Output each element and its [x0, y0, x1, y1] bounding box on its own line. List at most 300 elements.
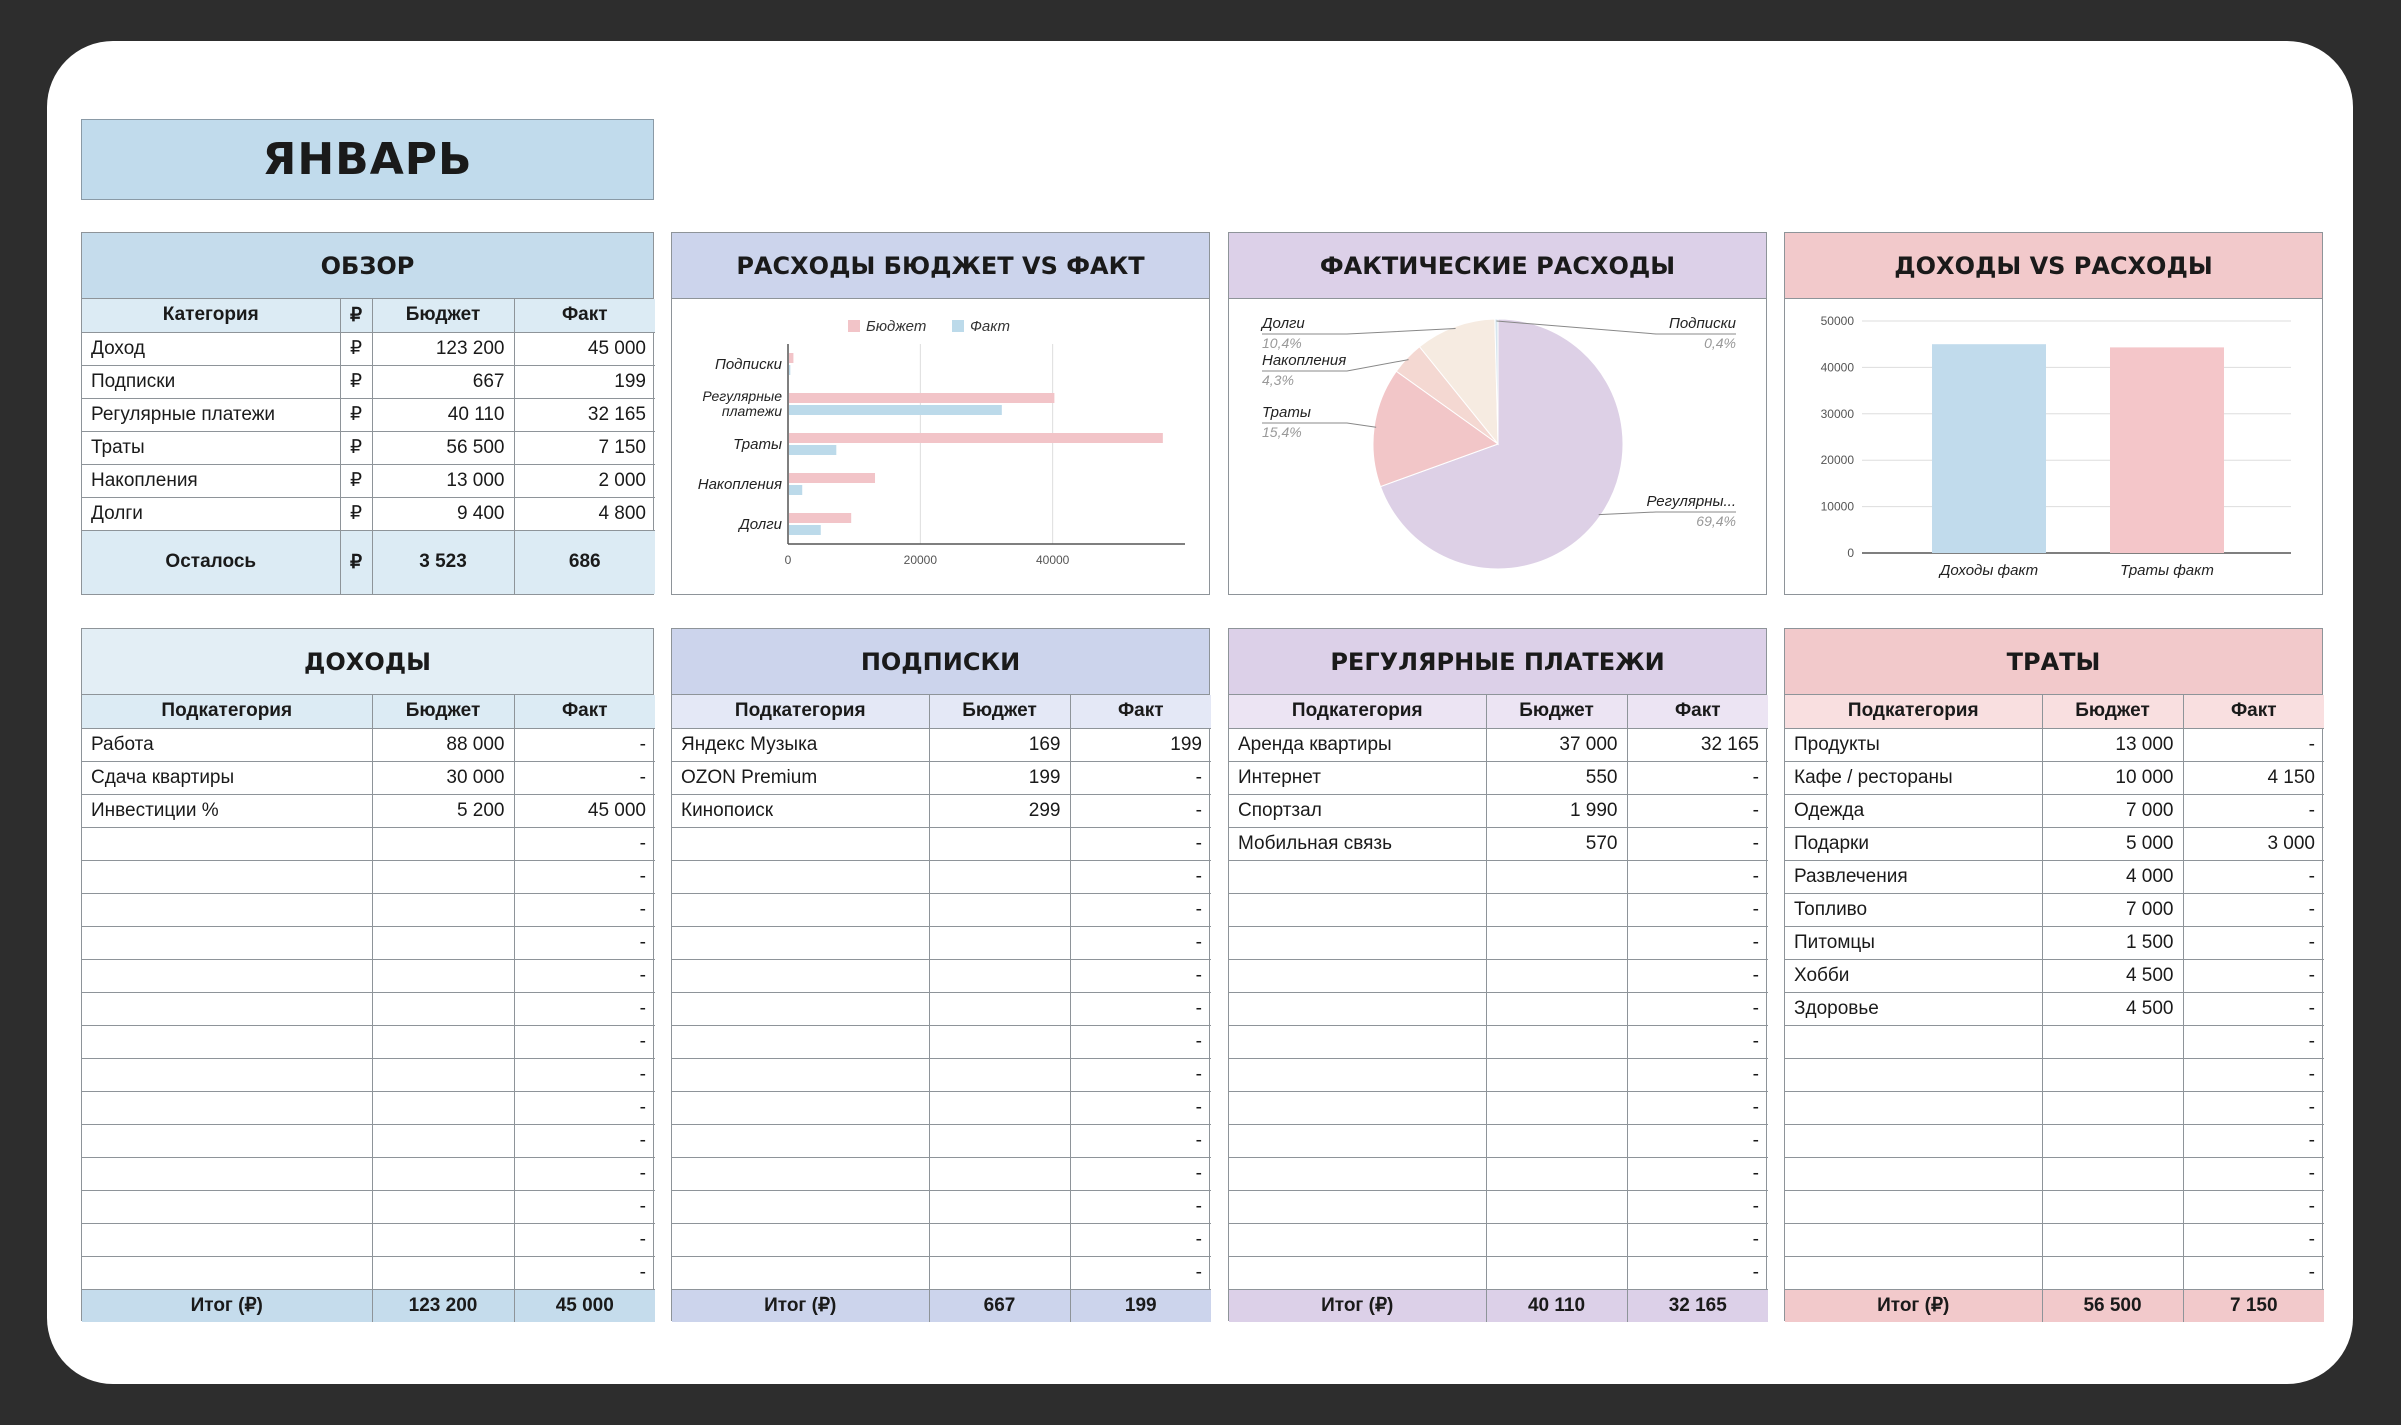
- budget-cell: [372, 1157, 514, 1190]
- subcategory-cell: [672, 827, 929, 860]
- table-row: [82, 959, 655, 992]
- budget-cell: [2042, 1256, 2183, 1289]
- remaining-budget: 3 523: [372, 530, 514, 594]
- fact-cell: -: [1627, 860, 1768, 893]
- y-tick-label: 10000: [1820, 499, 1854, 514]
- table-row: [1229, 761, 1768, 794]
- overview-title: ОБЗОР: [82, 233, 653, 299]
- fact-cell: -: [2183, 959, 2324, 992]
- subcategory-cell: [82, 893, 372, 926]
- budget-vs-fact-chart: [672, 299, 1209, 594]
- table-row: [672, 761, 1211, 794]
- subcategory-cell: [1229, 1256, 1486, 1289]
- subcategory-cell: [82, 1124, 372, 1157]
- subcategory-cell: [1785, 1124, 2042, 1157]
- fact-cell: -: [514, 926, 655, 959]
- col-fact: Факт: [514, 695, 655, 728]
- bar-fact: [789, 525, 821, 535]
- budget-cell: [372, 1190, 514, 1223]
- table-row: [82, 893, 655, 926]
- subcategory-cell: [1785, 1058, 2042, 1091]
- budget-cell: 667: [372, 365, 514, 398]
- subcategory-cell: Работа: [82, 728, 372, 761]
- actual-expenses-title: ФАКТИЧЕСКИЕ РАСХОДЫ: [1229, 233, 1766, 299]
- subcategory-cell: [672, 959, 929, 992]
- fact-cell: -: [2183, 1157, 2324, 1190]
- budget-vs-fact-title: РАСХОДЫ БЮДЖЕТ VS ФАКТ: [672, 233, 1209, 299]
- pie-slice-label: Долги: [1262, 315, 1305, 332]
- expenses-total-row: [1785, 1289, 2324, 1322]
- table-row: [82, 1025, 655, 1058]
- table-row: [1785, 992, 2324, 1025]
- subscriptions-title: ПОДПИСКИ: [672, 629, 1209, 695]
- table-row: [672, 926, 1211, 959]
- pie-slice-label: Подписки: [1668, 315, 1736, 332]
- budget-vs-fact-panel: [671, 232, 1210, 595]
- fact-cell: -: [1627, 1124, 1768, 1157]
- budget-cell: [929, 827, 1070, 860]
- fact-cell: 199: [514, 365, 655, 398]
- table-row: [82, 1058, 655, 1091]
- subscriptions-panel: [671, 628, 1210, 1321]
- subcategory-cell: [672, 1223, 929, 1256]
- table-row: [82, 860, 655, 893]
- fact-cell: -: [1070, 1124, 1211, 1157]
- fact-cell: -: [514, 1124, 655, 1157]
- bar-budget: [789, 433, 1163, 443]
- fact-cell: 4 800: [514, 497, 655, 530]
- subcategory-cell: [672, 1157, 929, 1190]
- budget-cell: [2042, 1223, 2183, 1256]
- subcategory-cell: [82, 1157, 372, 1190]
- subcategory-cell: [1229, 860, 1486, 893]
- total-budget: 56 500: [2042, 1289, 2183, 1322]
- subcategory-cell: [1785, 1025, 2042, 1058]
- budget-cell: 5 200: [372, 794, 514, 827]
- budget-cell: 37 000: [1486, 728, 1627, 761]
- col-budget: Бюджет: [1486, 695, 1627, 728]
- table-row: [1785, 1157, 2324, 1190]
- budget-cell: 40 110: [372, 398, 514, 431]
- col-category: Категория: [82, 299, 340, 332]
- fact-cell: 32 165: [1627, 728, 1768, 761]
- table-row: [1785, 1256, 2324, 1289]
- subcategory-cell: OZON Premium: [672, 761, 929, 794]
- total-fact: 32 165: [1627, 1289, 1768, 1322]
- subcategory-cell: [82, 1256, 372, 1289]
- total-budget: 40 110: [1486, 1289, 1627, 1322]
- table-row: [672, 1223, 1211, 1256]
- y-category-label: Накопления: [697, 476, 782, 493]
- fact-cell: -: [1070, 1157, 1211, 1190]
- budget-cell: 9 400: [372, 497, 514, 530]
- table-row: [672, 959, 1211, 992]
- budget-cell: 5 000: [2042, 827, 2183, 860]
- income-vs-expenses-panel: [1784, 232, 2323, 595]
- budget-cell: 1 500: [2042, 926, 2183, 959]
- col-fact: Факт: [1070, 695, 1211, 728]
- budget-cell: 4 500: [2042, 959, 2183, 992]
- fact-cell: -: [1070, 827, 1211, 860]
- budget-cell: 30 000: [372, 761, 514, 794]
- budget-cell: 550: [1486, 761, 1627, 794]
- income-table: [82, 695, 655, 1322]
- fact-cell: -: [1070, 1058, 1211, 1091]
- budget-cell: [1486, 893, 1627, 926]
- budget-cell: [372, 827, 514, 860]
- actual-expenses-chart: [1229, 299, 1766, 594]
- subcategory-cell: [82, 1223, 372, 1256]
- budget-cell: [372, 1223, 514, 1256]
- total-fact: 199: [1070, 1289, 1211, 1322]
- table-row: [672, 1124, 1211, 1157]
- budget-cell: [1486, 1157, 1627, 1190]
- col-budget: Бюджет: [2042, 695, 2183, 728]
- bar-fact: [789, 485, 802, 495]
- remaining-fact: 686: [514, 530, 655, 594]
- x-tick-label: 0: [784, 553, 792, 567]
- budget-cell: 1 990: [1486, 794, 1627, 827]
- budget-cell: 123 200: [372, 332, 514, 365]
- table-row: [672, 992, 1211, 1025]
- subcategory-cell: [1785, 1190, 2042, 1223]
- budget-cell: [372, 860, 514, 893]
- fact-cell: 45 000: [514, 794, 655, 827]
- total-label: Итог (₽): [1229, 1289, 1486, 1322]
- fact-cell: -: [514, 1091, 655, 1124]
- col-budget: Бюджет: [929, 695, 1070, 728]
- y-category-label: Траты: [733, 436, 782, 453]
- currency-cell: ₽: [340, 464, 372, 497]
- fact-cell: -: [514, 893, 655, 926]
- subcategory-cell: [1229, 893, 1486, 926]
- subcategory-cell: [672, 860, 929, 893]
- fact-cell: -: [2183, 860, 2324, 893]
- table-row: [82, 794, 655, 827]
- table-row: [82, 398, 655, 431]
- expenses-title: ТРАТЫ: [1785, 629, 2322, 695]
- fact-cell: -: [1070, 761, 1211, 794]
- subcategory-cell: [1229, 1058, 1486, 1091]
- budget-cell: [372, 1124, 514, 1157]
- table-row: [672, 1025, 1211, 1058]
- col-subcategory: Подкатегория: [82, 695, 372, 728]
- fact-cell: -: [2183, 1190, 2324, 1223]
- budget-cell: [929, 1256, 1070, 1289]
- col-fact: Факт: [2183, 695, 2324, 728]
- subcategory-cell: Топливо: [1785, 893, 2042, 926]
- bar-fact: [789, 445, 836, 455]
- currency-cell: ₽: [340, 431, 372, 464]
- subcategory-cell: Аренда квартиры: [1229, 728, 1486, 761]
- fact-cell: -: [2183, 926, 2324, 959]
- y-tick-label: 0: [1847, 546, 1854, 560]
- budget-cell: [372, 959, 514, 992]
- col-subcategory: Подкатегория: [1229, 695, 1486, 728]
- fact-cell: -: [1627, 827, 1768, 860]
- subcategory-cell: [1229, 1223, 1486, 1256]
- table-row: [1229, 728, 1768, 761]
- legend-swatch-budget: [848, 320, 860, 332]
- currency-cell: ₽: [340, 398, 372, 431]
- fact-cell: -: [2183, 794, 2324, 827]
- pie-slice-label: Накопления: [1262, 352, 1347, 369]
- fact-cell: -: [2183, 1058, 2324, 1091]
- table-row: [1229, 794, 1768, 827]
- subcategory-cell: [1785, 1223, 2042, 1256]
- subcategory-cell: [82, 992, 372, 1025]
- subcategory-cell: [1229, 1190, 1486, 1223]
- x-category-label: Траты факт: [2120, 562, 2214, 579]
- subcategory-cell: Интернет: [1229, 761, 1486, 794]
- budget-cell: 7 000: [2042, 893, 2183, 926]
- y-tick-label: 40000: [1820, 360, 1854, 375]
- budget-cell: [372, 926, 514, 959]
- fact-cell: -: [514, 761, 655, 794]
- budget-cell: 169: [929, 728, 1070, 761]
- fact-cell: -: [2183, 893, 2324, 926]
- budget-cell: [929, 1223, 1070, 1256]
- fact-cell: -: [1070, 1025, 1211, 1058]
- table-row: [82, 332, 655, 365]
- budget-cell: 7 000: [2042, 794, 2183, 827]
- pie-slice-percent: 10,4%: [1262, 335, 1302, 351]
- bar-fact: [789, 405, 1002, 415]
- pie-slice-percent: 4,3%: [1262, 372, 1294, 388]
- col-subcategory: Подкатегория: [672, 695, 929, 728]
- budget-cell: [372, 1256, 514, 1289]
- subcategory-cell: Кинопоиск: [672, 794, 929, 827]
- pie-slice-label: Траты: [1262, 404, 1311, 421]
- subcategory-cell: Кафе / рестораны: [1785, 761, 2042, 794]
- income-vs-expenses-title: ДОХОДЫ VS РАСХОДЫ: [1785, 233, 2322, 299]
- total-budget: 667: [929, 1289, 1070, 1322]
- subscriptions-table: [672, 695, 1211, 1322]
- table-row: [1785, 926, 2324, 959]
- expenses-table: [1785, 695, 2324, 1322]
- y-tick-label: 30000: [1820, 406, 1854, 421]
- fact-cell: -: [1070, 1256, 1211, 1289]
- bar-budget: [789, 353, 793, 363]
- fact-cell: -: [1070, 1223, 1211, 1256]
- fact-cell: -: [1070, 1190, 1211, 1223]
- overview-remaining-row: [82, 530, 655, 594]
- budget-cell: 10 000: [2042, 761, 2183, 794]
- fact-cell: -: [1627, 959, 1768, 992]
- remaining-label: Осталось: [82, 530, 340, 594]
- overview-table: [82, 299, 655, 594]
- budget-cell: 4 500: [2042, 992, 2183, 1025]
- fact-cell: -: [514, 1157, 655, 1190]
- table-row: [1229, 1157, 1768, 1190]
- table-row: [1229, 1025, 1768, 1058]
- subscriptions-header-row: [672, 695, 1211, 728]
- legend-label-budget: Бюджет: [866, 318, 927, 335]
- category-cell: Накопления: [82, 464, 340, 497]
- budget-cell: [929, 959, 1070, 992]
- category-cell: Регулярные платежи: [82, 398, 340, 431]
- table-row: [1785, 1124, 2324, 1157]
- fact-cell: -: [2183, 992, 2324, 1025]
- overview-panel: [81, 232, 654, 595]
- fact-cell: -: [1627, 1025, 1768, 1058]
- table-row: [1229, 1124, 1768, 1157]
- y-category-label: Подписки: [714, 356, 782, 373]
- bar-budget: [789, 513, 851, 523]
- currency-cell: ₽: [340, 365, 372, 398]
- fact-cell: 3 000: [2183, 827, 2324, 860]
- regular-payments-panel: [1228, 628, 1767, 1321]
- budget-cell: [1486, 992, 1627, 1025]
- subcategory-cell: [82, 827, 372, 860]
- fact-cell: -: [1627, 992, 1768, 1025]
- subcategory-cell: [1229, 1025, 1486, 1058]
- table-row: [82, 497, 655, 530]
- table-row: [1229, 926, 1768, 959]
- table-row: [672, 1058, 1211, 1091]
- fact-cell: -: [1627, 1091, 1768, 1124]
- fact-cell: -: [514, 1223, 655, 1256]
- fact-cell: -: [1627, 893, 1768, 926]
- total-budget: 123 200: [372, 1289, 514, 1322]
- fact-cell: -: [514, 1058, 655, 1091]
- income-total-row: [82, 1289, 655, 1322]
- fact-cell: -: [1070, 926, 1211, 959]
- fact-cell: -: [1627, 1256, 1768, 1289]
- budget-cell: [1486, 1025, 1627, 1058]
- bar: [1932, 344, 2046, 553]
- currency-cell: ₽: [340, 497, 372, 530]
- bar-fact: [789, 365, 790, 375]
- fact-cell: -: [514, 1025, 655, 1058]
- table-row: [82, 728, 655, 761]
- table-row: [672, 893, 1211, 926]
- budget-cell: [1486, 1256, 1627, 1289]
- table-row: [82, 761, 655, 794]
- y-category-label: Регулярные: [702, 388, 782, 404]
- subcategory-cell: [82, 1190, 372, 1223]
- total-fact: 7 150: [2183, 1289, 2324, 1322]
- budget-cell: [2042, 1091, 2183, 1124]
- budget-cell: [929, 1091, 1070, 1124]
- budget-cell: [929, 860, 1070, 893]
- subcategory-cell: [82, 860, 372, 893]
- regular-payments-total-row: [1229, 1289, 1768, 1322]
- bar: [2110, 347, 2224, 553]
- fact-cell: -: [1070, 794, 1211, 827]
- fact-cell: -: [1070, 959, 1211, 992]
- fact-cell: -: [1070, 1091, 1211, 1124]
- fact-cell: -: [2183, 1256, 2324, 1289]
- total-label: Итог (₽): [672, 1289, 929, 1322]
- table-row: [1785, 728, 2324, 761]
- legend-label-fact: Факт: [970, 318, 1011, 335]
- budget-cell: [1486, 1190, 1627, 1223]
- income-panel: [81, 628, 654, 1321]
- table-row: [1229, 1256, 1768, 1289]
- fact-cell: -: [514, 1256, 655, 1289]
- subcategory-cell: [672, 1256, 929, 1289]
- budget-cell: [372, 1091, 514, 1124]
- table-row: [82, 1190, 655, 1223]
- fact-cell: -: [514, 728, 655, 761]
- total-fact: 45 000: [514, 1289, 655, 1322]
- table-row: [1229, 860, 1768, 893]
- pie-slice-percent: 69,4%: [1696, 513, 1736, 529]
- budget-cell: [2042, 1124, 2183, 1157]
- table-row: [672, 1256, 1211, 1289]
- budget-cell: 56 500: [372, 431, 514, 464]
- category-cell: Подписки: [82, 365, 340, 398]
- fact-cell: -: [2183, 1124, 2324, 1157]
- budget-cell: [929, 1124, 1070, 1157]
- subcategory-cell: Развлечения: [1785, 860, 2042, 893]
- budget-cell: [1486, 959, 1627, 992]
- fact-cell: 7 150: [514, 431, 655, 464]
- fact-cell: -: [1627, 1157, 1768, 1190]
- bar-budget: [789, 473, 875, 483]
- table-row: [1785, 794, 2324, 827]
- fact-cell: -: [2183, 1025, 2324, 1058]
- pie-slice-percent: 0,4%: [1704, 335, 1736, 351]
- subcategory-cell: [672, 1124, 929, 1157]
- fact-cell: -: [514, 1190, 655, 1223]
- table-row: [672, 1190, 1211, 1223]
- budget-cell: [2042, 1157, 2183, 1190]
- table-row: [672, 1091, 1211, 1124]
- fact-cell: -: [1070, 992, 1211, 1025]
- table-row: [1229, 992, 1768, 1025]
- category-cell: Доход: [82, 332, 340, 365]
- col-fact: Факт: [1627, 695, 1768, 728]
- fact-cell: 199: [1070, 728, 1211, 761]
- y-tick-label: 20000: [1820, 453, 1854, 468]
- subcategory-cell: [1229, 1157, 1486, 1190]
- subcategory-cell: Спортзал: [1229, 794, 1486, 827]
- x-tick-label: 20000: [903, 553, 938, 567]
- subcategory-cell: Сдача квартиры: [82, 761, 372, 794]
- fact-cell: -: [514, 827, 655, 860]
- budget-cell: 13 000: [2042, 728, 2183, 761]
- subcategory-cell: [672, 1025, 929, 1058]
- table-row: [672, 728, 1211, 761]
- subcategory-cell: [82, 926, 372, 959]
- table-row: [1229, 893, 1768, 926]
- income-header-row: [82, 695, 655, 728]
- subcategory-cell: [672, 926, 929, 959]
- subcategory-cell: [672, 893, 929, 926]
- budget-cell: [1486, 926, 1627, 959]
- subcategory-cell: [672, 992, 929, 1025]
- budget-cell: [372, 893, 514, 926]
- income-title: ДОХОДЫ: [82, 629, 653, 695]
- subcategory-cell: Яндекс Музыка: [672, 728, 929, 761]
- fact-cell: 2 000: [514, 464, 655, 497]
- budget-cell: [2042, 1025, 2183, 1058]
- actual-expenses-panel: [1228, 232, 1767, 595]
- fact-cell: -: [514, 959, 655, 992]
- fact-cell: -: [1070, 860, 1211, 893]
- budget-cell: [929, 1025, 1070, 1058]
- pie-slice-label: Регулярны...: [1646, 493, 1736, 510]
- fact-cell: 32 165: [514, 398, 655, 431]
- budget-cell: [372, 1025, 514, 1058]
- fact-cell: -: [1627, 926, 1768, 959]
- subcategory-cell: [1229, 926, 1486, 959]
- income-vs-expenses-chart: [1785, 299, 2322, 594]
- subcategory-cell: [1785, 1157, 2042, 1190]
- table-row: [1229, 827, 1768, 860]
